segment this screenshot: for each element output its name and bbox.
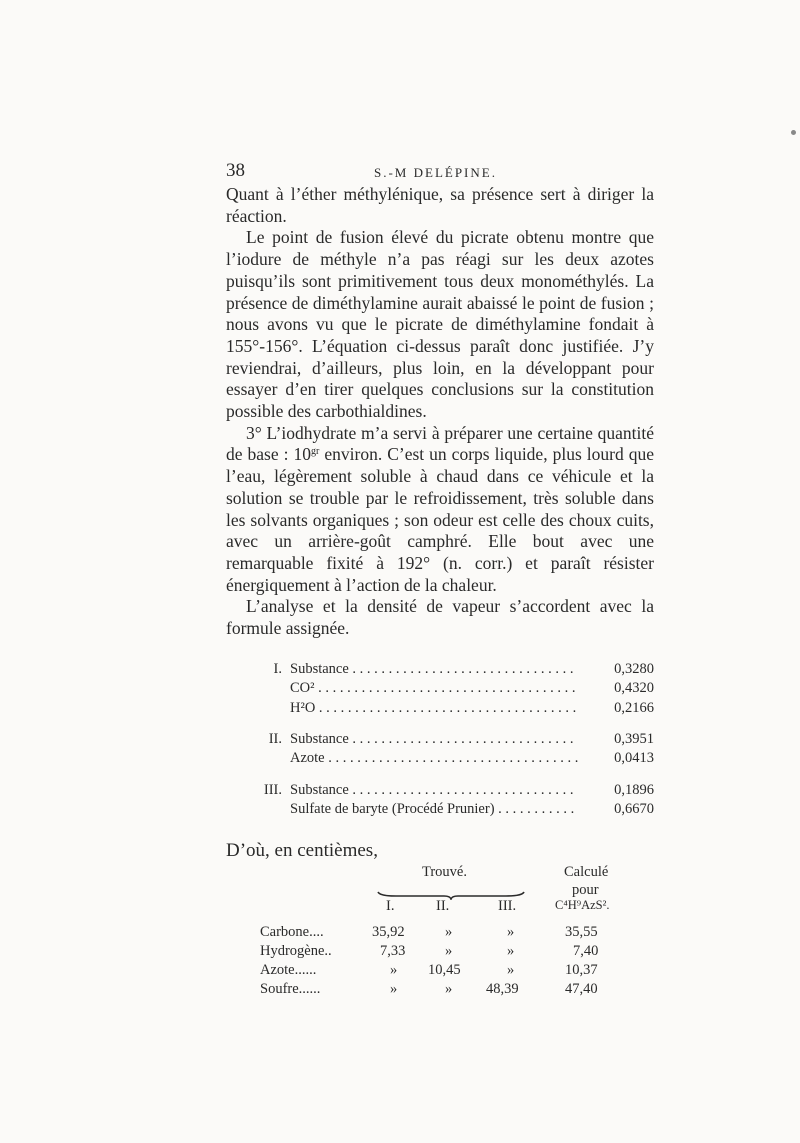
row-value: » bbox=[507, 923, 515, 940]
analysis-label: Substance . . . bbox=[290, 660, 578, 679]
row-calc: 35,55 bbox=[565, 923, 598, 940]
row-calc: 7,40 bbox=[573, 942, 599, 959]
row-label: Carbone.... bbox=[260, 923, 324, 940]
row-value: » bbox=[445, 942, 453, 959]
results-table bbox=[226, 864, 654, 1004]
analysis-label: Substance . . . bbox=[290, 781, 578, 800]
running-title: S.-M DELÉPINE. bbox=[374, 165, 497, 180]
analysis-label: H²O . . . bbox=[290, 699, 578, 718]
row-label: Hydrogène.. bbox=[260, 942, 332, 959]
row-value: 7,33 bbox=[380, 942, 406, 959]
analysis-row bbox=[226, 781, 654, 800]
analysis-list bbox=[226, 660, 654, 820]
row-value: 48,39 bbox=[486, 980, 519, 997]
col-header-III: III. bbox=[498, 897, 517, 914]
page-header bbox=[226, 160, 656, 184]
paragraph-3-start: 3° L’iodhydrate m’a servi à préparer une certaine quantité de base : 10 bbox=[226, 422, 654, 465]
analysis-numeral: II. bbox=[268, 730, 282, 747]
analysis-value: 0,6670 bbox=[614, 801, 654, 818]
page-number: 38 bbox=[226, 160, 245, 181]
row-value: » bbox=[445, 980, 453, 997]
pour-header: pour bbox=[572, 881, 599, 898]
formula-header: C⁴H⁹AzS². bbox=[555, 897, 610, 912]
paragraph-1: Quant à l’éther méthylénique, sa présence sert à diriger la réaction. bbox=[226, 184, 654, 226]
analysis-value: 0,4320 bbox=[614, 680, 654, 697]
paragraph-4: L’analyse et la densité de vapeur s’accordent avec la formule assignée. bbox=[226, 596, 654, 639]
row-calc: 10,37 bbox=[565, 961, 598, 978]
page-body bbox=[226, 184, 654, 1004]
analysis-value: 0,0413 bbox=[614, 750, 654, 767]
row-value: » bbox=[445, 923, 453, 940]
analysis-value: 0,3280 bbox=[614, 660, 654, 677]
analysis-label: Azote . . . bbox=[290, 749, 578, 768]
ink-speck bbox=[791, 130, 796, 135]
row-label: Soufre...... bbox=[260, 980, 321, 997]
analysis-value: 0,3951 bbox=[614, 730, 654, 747]
calcule-header: Calculé bbox=[564, 863, 609, 880]
analysis-row bbox=[226, 800, 654, 819]
centiemes-heading: D’où, en centièmes, bbox=[226, 839, 378, 861]
analysis-numeral: III. bbox=[263, 781, 282, 798]
row-calc: 47,40 bbox=[565, 980, 598, 997]
row-value: » bbox=[507, 942, 515, 959]
col-header-I: I. bbox=[386, 897, 395, 914]
trouve-header: Trouvé. bbox=[422, 863, 467, 880]
paragraph-2: Le point de fusion élevé du picrate obtenu montre que l’iodure de méthyle n’a pas réagi sur les deux azotes puisqu’ils sont primitivement tous deux monométhylés. La présence de diméthylamine aurait abaissé le point de fusion ; nous avons vu que le picrate de diméthylamine fondait à 155°-156°. L’équation ci-dessus paraît donc justifiée. J’y reviendrai, d’ailleurs, plus loin, en la développant pour essayer d’en tirer quelques conclusions sur la constitution possible des carbothialdines. bbox=[226, 227, 654, 422]
row-value: » bbox=[390, 980, 398, 997]
gram-abbrev: gr bbox=[311, 446, 320, 458]
row-value: » bbox=[390, 961, 398, 978]
col-header-II: II. bbox=[436, 897, 450, 914]
row-value: 10,45 bbox=[428, 961, 461, 978]
analysis-value: 0,1896 bbox=[614, 781, 654, 798]
analysis-row bbox=[226, 730, 654, 749]
analysis-value: 0,2166 bbox=[614, 699, 654, 716]
analysis-row bbox=[226, 660, 654, 679]
paragraph-3-end: environ. C’est un corps liquide, plus lourd que l’eau, légèrement soluble à chaud dans ce véhicule et la solution se trouble par le refroidissement, très soluble dans les solvants organiques ; son odeur est celle des choux cuits, avec un arrière-goût camphré. Elle bout avec une remarquable fixité à 192° (n. corr.) et paraît résister énergiquement à l’action de la chaleur. bbox=[226, 444, 654, 595]
analysis-row bbox=[226, 749, 654, 768]
row-value: » bbox=[507, 961, 515, 978]
paragraph-3 bbox=[226, 423, 654, 597]
row-value: 35,92 bbox=[372, 923, 405, 940]
row-label: Azote...... bbox=[260, 961, 317, 978]
analysis-row bbox=[226, 699, 654, 718]
analysis-label: Sulfate de baryte (Procédé Prunier) . . . bbox=[290, 800, 578, 819]
analysis-row bbox=[226, 679, 654, 698]
analysis-numeral: I. bbox=[273, 660, 282, 677]
analysis-label: CO² . . . bbox=[290, 679, 578, 698]
analysis-label: Substance . . . bbox=[290, 730, 578, 749]
